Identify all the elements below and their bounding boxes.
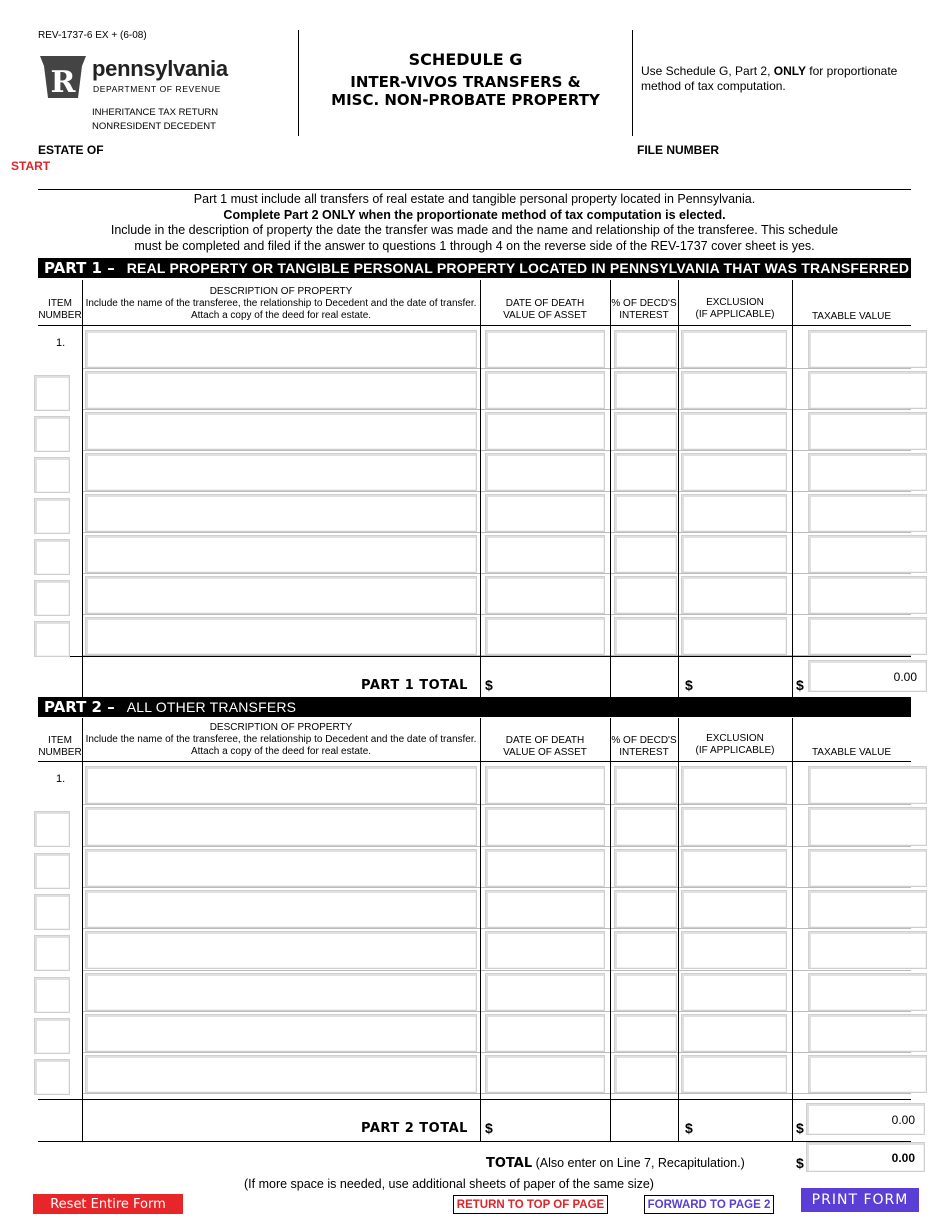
grand-total (486, 1156, 745, 1171)
part-1-dollar-dod: $ (485, 677, 493, 693)
part-1-taxable-value-field[interactable] (808, 330, 927, 368)
part-2-total-value: 0.00 (891, 1113, 915, 1127)
col-exclusion (678, 297, 792, 321)
grand-total-note: (Also enter on Line 7, Recapitulation.) (535, 1156, 745, 1170)
part-2-row-line (82, 846, 911, 847)
part-2-column-divider (610, 718, 611, 1141)
schedule-note-post: for proportionate method of tax computation. (641, 64, 898, 93)
part-2-percent-interest-field[interactable] (614, 931, 677, 969)
col-dod-line1: DATE OF DEATH (505, 735, 585, 746)
part-1-exclusion-field[interactable] (681, 371, 787, 409)
return-to-top-button[interactable]: RETURN TO TOP OF PAGE (453, 1195, 608, 1214)
part-2-percent-interest-field[interactable] (614, 766, 677, 804)
return-type-line-2: NONRESIDENT DECEDENT (92, 121, 216, 132)
part-1-item-number-field[interactable] (34, 539, 70, 575)
part-2-percent-interest-field[interactable] (614, 1055, 677, 1093)
part-1-date-of-death-value-field[interactable] (485, 617, 605, 655)
part-2-description-field[interactable] (85, 849, 477, 887)
part-2-total-field[interactable] (806, 1103, 925, 1135)
part-2-row-line (82, 1011, 911, 1012)
part-2-date-of-death-value-field[interactable] (485, 766, 605, 804)
header-divider-right (632, 30, 633, 136)
schedule-subtitle-1: INTER-VIVOS TRANSFERS & (350, 73, 581, 91)
part-2-column-divider (82, 718, 83, 1141)
part-1-row-line (82, 368, 911, 369)
part-2-exclusion-field[interactable] (681, 849, 787, 887)
footer-note: (If more space is needed, use additional sheets of paper of the same size) (244, 1177, 654, 1191)
col-item-number (38, 298, 82, 322)
part-1-header-line (38, 325, 911, 326)
instructions (38, 192, 911, 254)
part-1-percent-interest-field[interactable] (614, 412, 677, 450)
part-2-bottom-line (38, 1099, 911, 1100)
part-2-description-field[interactable] (85, 1055, 477, 1093)
part-2-header-line (38, 761, 911, 762)
part-1-description-field[interactable] (85, 535, 477, 573)
part-2-date-of-death-value-field[interactable] (485, 931, 605, 969)
part-2-taxable-value-field[interactable] (808, 849, 927, 887)
part-2-taxable-value-field[interactable] (808, 973, 927, 1011)
schedule-note (641, 64, 901, 94)
part-2-percent-interest-field[interactable] (614, 1014, 677, 1052)
col-excl-line2: (IF APPLICABLE) (695, 309, 775, 320)
part-2-item-number-field[interactable] (34, 853, 70, 889)
part-2-item-number-field[interactable] (34, 1059, 70, 1095)
part-1-row-line (82, 655, 911, 656)
part-1-date-of-death-value-field[interactable] (485, 412, 605, 450)
part-2-description-field[interactable] (85, 973, 477, 1011)
col-taxable-value: TAXABLE VALUE (811, 747, 892, 758)
part-1-column-divider (82, 280, 83, 697)
part-2-description-field[interactable] (85, 766, 477, 804)
part-2-description-field[interactable] (85, 807, 477, 845)
brand-name: pennsylvania (92, 56, 228, 81)
part-2-row-line (82, 804, 911, 805)
part-1-exclusion-field[interactable] (681, 412, 787, 450)
instruction-line-3: Include in the description of property the date the transfer was made and the name and relationship of the transferee. This schedule (110, 223, 839, 237)
part-1-percent-interest-field[interactable] (614, 453, 677, 491)
part-1-column-divider (480, 280, 481, 697)
part-2-date-of-death-value-field[interactable] (485, 849, 605, 887)
col-desc-line2: Include the name of the transferee, the relationship to Decedent and the date of transfer. (85, 298, 477, 309)
part-2-taxable-value-field[interactable] (808, 807, 927, 845)
col-date-of-death-value (480, 735, 610, 759)
start-label: START (11, 159, 51, 173)
col-percent-interest (610, 298, 678, 322)
part-1-row-line (82, 532, 911, 533)
part-1-title: REAL PROPERTY OR TANGIBLE PERSONAL PROPERTY LOCATED IN PENNSYLVANIA THAT WAS TRANSFERRED (126, 260, 910, 276)
part-2-exclusion-field[interactable] (681, 766, 787, 804)
part-1-description-field[interactable] (85, 330, 477, 368)
part-2-date-of-death-value-field[interactable] (485, 890, 605, 928)
col-item-line2: NUMBER (38, 747, 82, 758)
col-desc-line1: DESCRIPTION OF PROPERTY (209, 722, 353, 733)
part-2-item-1: 1. (56, 773, 66, 785)
part-2-date-of-death-value-field[interactable] (485, 1014, 605, 1052)
part-2-item-number-field[interactable] (34, 1018, 70, 1054)
part-1-column-divider (792, 280, 793, 697)
grand-total-label: TOTAL (486, 1156, 533, 1171)
col-excl-line2: (IF APPLICABLE) (695, 745, 775, 756)
part-1-row-line (82, 573, 911, 574)
part-1-taxable-value-field[interactable] (808, 535, 927, 573)
part-2-exclusion-field[interactable] (681, 973, 787, 1011)
col-pct-line2: INTEREST (619, 310, 669, 321)
part-2-column-divider (678, 718, 679, 1141)
schedule-subtitle-2: MISC. NON-PROBATE PROPERTY (331, 91, 600, 109)
part-2-date-of-death-value-field[interactable] (485, 973, 605, 1011)
col-pct-line2: INTEREST (619, 747, 669, 758)
estate-of-label: ESTATE OF (38, 143, 104, 157)
file-number-label: FILE NUMBER (637, 143, 719, 157)
part-1-percent-interest-field[interactable] (614, 617, 677, 655)
part-1-percent-interest-field[interactable] (614, 371, 677, 409)
keystone-logo-icon (38, 54, 88, 100)
part-1-exclusion-field[interactable] (681, 617, 787, 655)
logo-letter: R (50, 65, 76, 100)
part-2-exclusion-field[interactable] (681, 931, 787, 969)
part-2-percent-interest-field[interactable] (614, 807, 677, 845)
col-excl-line1: EXCLUSION (706, 733, 764, 744)
part-2-exclusion-field[interactable] (681, 1055, 787, 1093)
instruction-line-1: Part 1 must include all transfers of real estate and tangible personal property located in Pennsylvania. (193, 192, 756, 206)
part-2-row-line (82, 1052, 911, 1053)
grand-total-field[interactable] (806, 1142, 925, 1172)
part-2-date-of-death-value-field[interactable] (485, 1055, 605, 1093)
col-description (82, 722, 480, 758)
part-1-description-field[interactable] (85, 617, 477, 655)
part-2-exclusion-field[interactable] (681, 1014, 787, 1052)
part-1-item-number-field[interactable] (34, 457, 70, 493)
part-1-row-line (82, 409, 911, 410)
part-2-item-number-field[interactable] (34, 894, 70, 930)
part-1-item-number-field[interactable] (34, 416, 70, 452)
part-2-description-field[interactable] (85, 931, 477, 969)
part-1-date-of-death-value-field[interactable] (485, 371, 605, 409)
forward-to-page-2-button[interactable]: FORWARD TO PAGE 2 (644, 1195, 774, 1214)
part-1-bottom-line (38, 656, 911, 657)
estate-line (38, 189, 911, 190)
schedule-title: SCHEDULE G (408, 50, 523, 69)
part-1-percent-interest-field[interactable] (614, 494, 677, 532)
col-date-of-death-value (480, 298, 610, 322)
col-description (82, 286, 480, 322)
print-form-button[interactable]: PRINT FORM (801, 1188, 919, 1212)
part-1-taxable-value-field[interactable] (808, 371, 927, 409)
col-desc-line1: DESCRIPTION OF PROPERTY (209, 286, 353, 297)
part-1-column-divider (678, 280, 679, 697)
form-code: REV-1737-6 EX + (6-08) (38, 30, 147, 41)
part-2-title: ALL OTHER TRANSFERS (126, 699, 297, 715)
part-1-taxable-value-field[interactable] (808, 617, 927, 655)
part-2-column-divider (480, 718, 481, 1141)
part-1-exclusion-field[interactable] (681, 576, 787, 614)
part-2-dollar-dod: $ (485, 1120, 493, 1136)
instruction-line-2: Complete Part 2 ONLY when the proportionate method of tax computation is elected. (223, 207, 726, 222)
part-1-percent-interest-field[interactable] (614, 330, 677, 368)
part-2-total-label: PART 2 TOTAL (361, 1121, 468, 1136)
col-item-line1: ITEM (48, 298, 72, 309)
col-item-line2: NUMBER (38, 310, 82, 321)
part-2-row-line (82, 928, 911, 929)
part-1-date-of-death-value-field[interactable] (485, 330, 605, 368)
part-1-item-number-field[interactable] (34, 375, 70, 411)
part-1-date-of-death-value-field[interactable] (485, 535, 605, 573)
part-2-exclusion-field[interactable] (681, 890, 787, 928)
part-1-exclusion-field[interactable] (681, 494, 787, 532)
part-1-total-label: PART 1 TOTAL (361, 678, 468, 693)
reset-form-button[interactable]: Reset Entire Form (33, 1194, 183, 1214)
part-2-exclusion-field[interactable] (681, 807, 787, 845)
part-1-taxable-value-field[interactable] (808, 453, 927, 491)
col-desc-line3: Attach a copy of the deed for real estate. (190, 310, 372, 321)
col-taxable-value: TAXABLE VALUE (811, 311, 892, 322)
col-dod-line2: VALUE OF ASSET (503, 747, 587, 758)
part-2-description-field[interactable] (85, 1014, 477, 1052)
grand-total-line (38, 1141, 911, 1142)
part-2-row-line (82, 1093, 911, 1094)
part-2-dollar-exclusion: $ (685, 1120, 693, 1136)
schedule-note-bold: ONLY (773, 64, 806, 78)
part-1-item-number-field[interactable] (34, 621, 70, 657)
part-1-row-line (82, 450, 911, 451)
part-1-description-field[interactable] (85, 576, 477, 614)
part-1-taxable-value-field[interactable] (808, 494, 927, 532)
part-1-date-of-death-value-field[interactable] (485, 576, 605, 614)
grand-total-value: 0.00 (891, 1151, 915, 1165)
col-desc-line2: Include the name of the transferee, the relationship to Decedent and the date of transfer. (85, 734, 477, 745)
part-1-row-line (82, 491, 911, 492)
part-2-taxable-value-field[interactable] (808, 1055, 927, 1093)
part-2-taxable-value-field[interactable] (808, 766, 927, 804)
col-pct-line1: % OF DECD'S (611, 298, 677, 309)
part-2-percent-interest-field[interactable] (614, 849, 677, 887)
schedule-note-pre: Use Schedule G, Part 2, (641, 64, 774, 78)
part-1-description-field[interactable] (85, 412, 477, 450)
part-1-date-of-death-value-field[interactable] (485, 453, 605, 491)
return-type-line-1: INHERITANCE TAX RETURN (92, 107, 219, 118)
part-2-item-number-field[interactable] (34, 935, 70, 971)
grand-total-dollar: $ (796, 1155, 804, 1171)
part-2-header (38, 697, 911, 717)
part-1-description-field[interactable] (85, 371, 477, 409)
part-2-row-line (82, 970, 911, 971)
col-item-number (38, 735, 82, 759)
col-exclusion (678, 733, 792, 757)
part-1-exclusion-field[interactable] (681, 535, 787, 573)
part-2-percent-interest-field[interactable] (614, 890, 677, 928)
col-item-line1: ITEM (48, 735, 72, 746)
department-name: DEPARTMENT OF REVENUE (93, 84, 221, 94)
part-1-item-number-field[interactable] (34, 498, 70, 534)
instruction-line-4: must be completed and filed if the answer to questions 1 through 4 on the reverse side of the REV-1737 cover sheet is yes. (134, 238, 815, 253)
part-1-percent-interest-field[interactable] (614, 576, 677, 614)
part-1-percent-interest-field[interactable] (614, 535, 677, 573)
part-2-item-number-field[interactable] (34, 977, 70, 1013)
part-1-exclusion-field[interactable] (681, 453, 787, 491)
part-1-header (38, 258, 911, 278)
part-1-item-1: 1. (56, 337, 66, 349)
part-1-item-number-field[interactable] (34, 580, 70, 616)
part-1-taxable-value-field[interactable] (808, 576, 927, 614)
part-2-taxable-value-field[interactable] (808, 931, 927, 969)
col-excl-line1: EXCLUSION (706, 297, 764, 308)
part-2-column-divider (792, 718, 793, 1141)
part-1-total-field[interactable] (808, 660, 927, 692)
part-2-date-of-death-value-field[interactable] (485, 807, 605, 845)
part-1-total-value: 0.00 (893, 670, 917, 684)
part-1-dollar-taxable: $ (796, 677, 804, 693)
part-2-percent-interest-field[interactable] (614, 973, 677, 1011)
col-percent-interest (610, 735, 678, 759)
part-1-row-line (82, 614, 911, 615)
part-1-date-of-death-value-field[interactable] (485, 494, 605, 532)
part-2-label: PART 2 – (44, 698, 115, 716)
part-1-label: PART 1 – (44, 259, 115, 277)
col-desc-line3: Attach a copy of the deed for real estate. (190, 746, 372, 757)
part-1-taxable-value-field[interactable] (808, 412, 927, 450)
part-2-description-field[interactable] (85, 890, 477, 928)
part-1-column-divider (610, 280, 611, 697)
part-2-row-line (82, 887, 911, 888)
part-1-dollar-exclusion: $ (685, 677, 693, 693)
col-dod-line1: DATE OF DEATH (505, 298, 585, 309)
part-2-taxable-value-field[interactable] (808, 890, 927, 928)
part-1-description-field[interactable] (85, 494, 477, 532)
part-1-exclusion-field[interactable] (681, 330, 787, 368)
part-2-taxable-value-field[interactable] (808, 1014, 927, 1052)
part-1-description-field[interactable] (85, 453, 477, 491)
col-dod-line2: VALUE OF ASSET (503, 310, 587, 321)
part-2-item-number-field[interactable] (34, 811, 70, 847)
part-2-dollar-taxable: $ (796, 1120, 804, 1136)
col-pct-line1: % OF DECD'S (611, 735, 677, 746)
